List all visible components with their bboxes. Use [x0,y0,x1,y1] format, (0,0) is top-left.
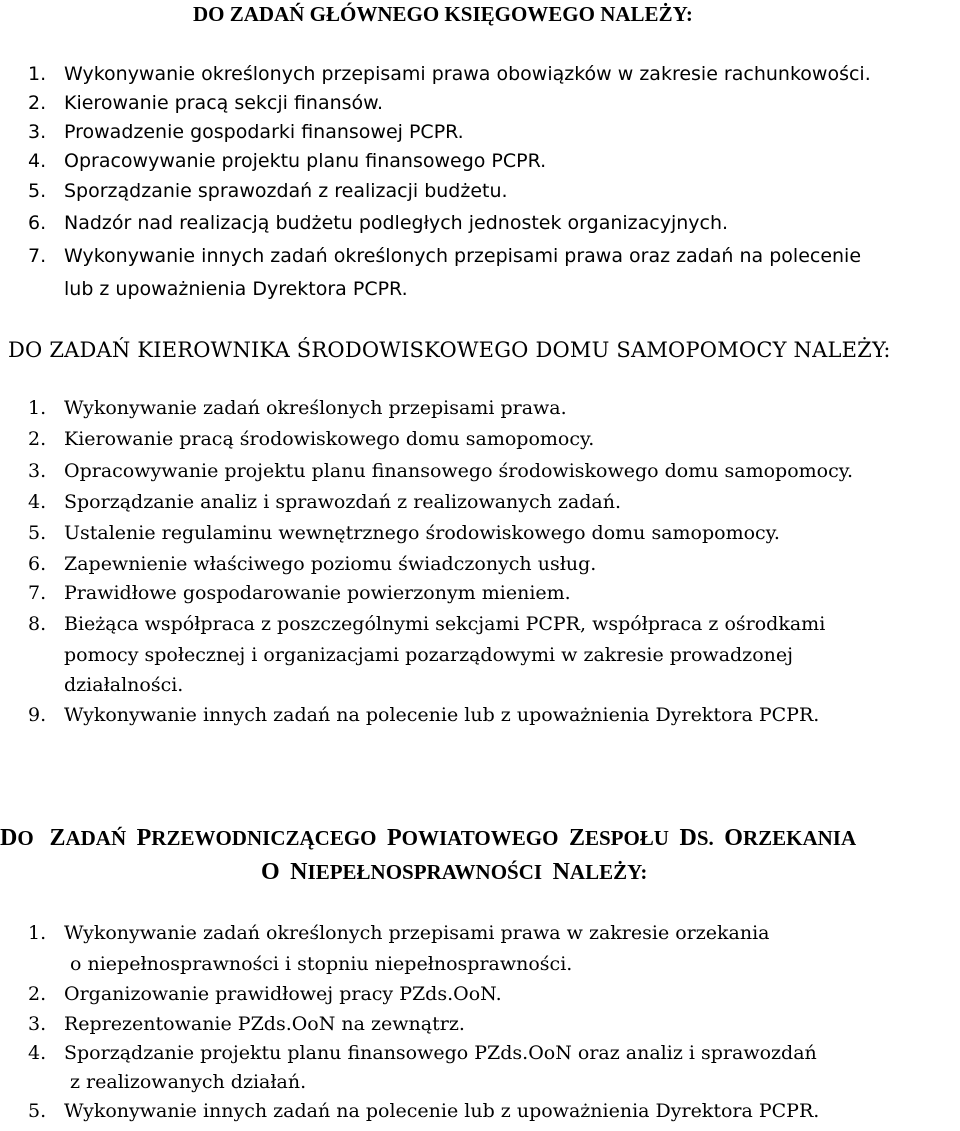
list-item: 6. Nadzór nad realizacją budżetu podległych jednostek organizacyjnych. [28,212,729,234]
list-item: 4. Opracowywanie projektu planu finansowego PCPR. [28,150,547,172]
list-item: 1. Wykonywanie zadań określonych przepisami prawa. [28,397,567,419]
section-title: DO ZADAŃ KIEROWNIKA ŚRODOWISKOWEGO DOMU SAMOPOMOCY NALEŻY: [8,338,891,362]
list-item: 8. Bieżąca współpraca z poszczególnymi sekcjami PCPR, współpraca z ośrodkami [28,613,826,635]
list-item-continuation: pomocy społecznej i organizacjami pozarządowymi w zakresie prowadzonej [64,644,794,666]
list-item-continuation: lub z upoważnienia Dyrektora PCPR. [64,278,408,300]
list-item: 1. Wykonywanie określonych przepisami prawa obowiązków w zakresie rachunkowości. [28,63,871,85]
list-item: 7. Wykonywanie innych zadań określonych przepisami prawa oraz zadań na polecenie [28,245,862,267]
list-item: 5. Ustalenie regulaminu wewnętrznego środowiskowego domu samopomocy. [28,522,780,544]
list-item: 3. Opracowywanie projektu planu finansowego środowiskowego domu samopomocy. [28,460,853,482]
list-item-continuation: o niepełnosprawności i stopniu niepełnosprawności. [70,953,573,975]
list-item: 5. Wykonywanie innych zadań na polecenie lub z upoważnienia Dyrektora PCPR. [28,1100,820,1122]
list-item-continuation: działalności. [64,674,184,696]
list-item: 2. Kierowanie pracą środowiskowego domu samopomocy. [28,428,595,450]
list-item: 1. Wykonywanie zadań określonych przepisami prawa w zakresie orzekania [28,922,770,944]
list-item: 3. Prowadzenie gospodarki finansowej PCPR. [28,121,464,143]
list-item: 4. Sporządzanie projektu planu finansowego PZds.OoN oraz analiz i sprawozdań [28,1042,817,1064]
list-item-continuation: z realizowanych działań. [70,1071,307,1093]
list-item: 2. Organizowanie prawidłowej pracy PZds.OoN. [28,983,502,1005]
list-item: 9. Wykonywanie innych zadań na polecenie lub z upoważnienia Dyrektora PCPR. [28,704,820,726]
list-item: 5. Sporządzanie sprawozdań z realizacji budżetu. [28,180,508,202]
list-item: 7. Prawidłowe gospodarowanie powierzonym mieniem. [28,582,571,604]
section-title-line1: DO ZADAŃ PRZEWODNICZĄCEGO POWIATOWEGO ZESPOŁU DS. ORZEKANIA [0,825,857,851]
list-item: 4. Sporządzanie analiz i sprawozdań z realizowanych zadań. [28,491,622,513]
section-title: DO ZADAŃ GŁÓWNEGO KSIĘGOWEGO NALEŻY: [193,2,693,26]
section-title-line2: O NIEPEŁNOSPRAWNOŚCI NALEŻY: [261,859,648,885]
list-item: 2. Kierowanie pracą sekcji finansów. [28,92,384,114]
list-item: 3. Reprezentowanie PZds.OoN na zewnątrz. [28,1013,465,1035]
list-item: 6. Zapewnienie właściwego poziomu świadczonych usług. [28,553,597,575]
